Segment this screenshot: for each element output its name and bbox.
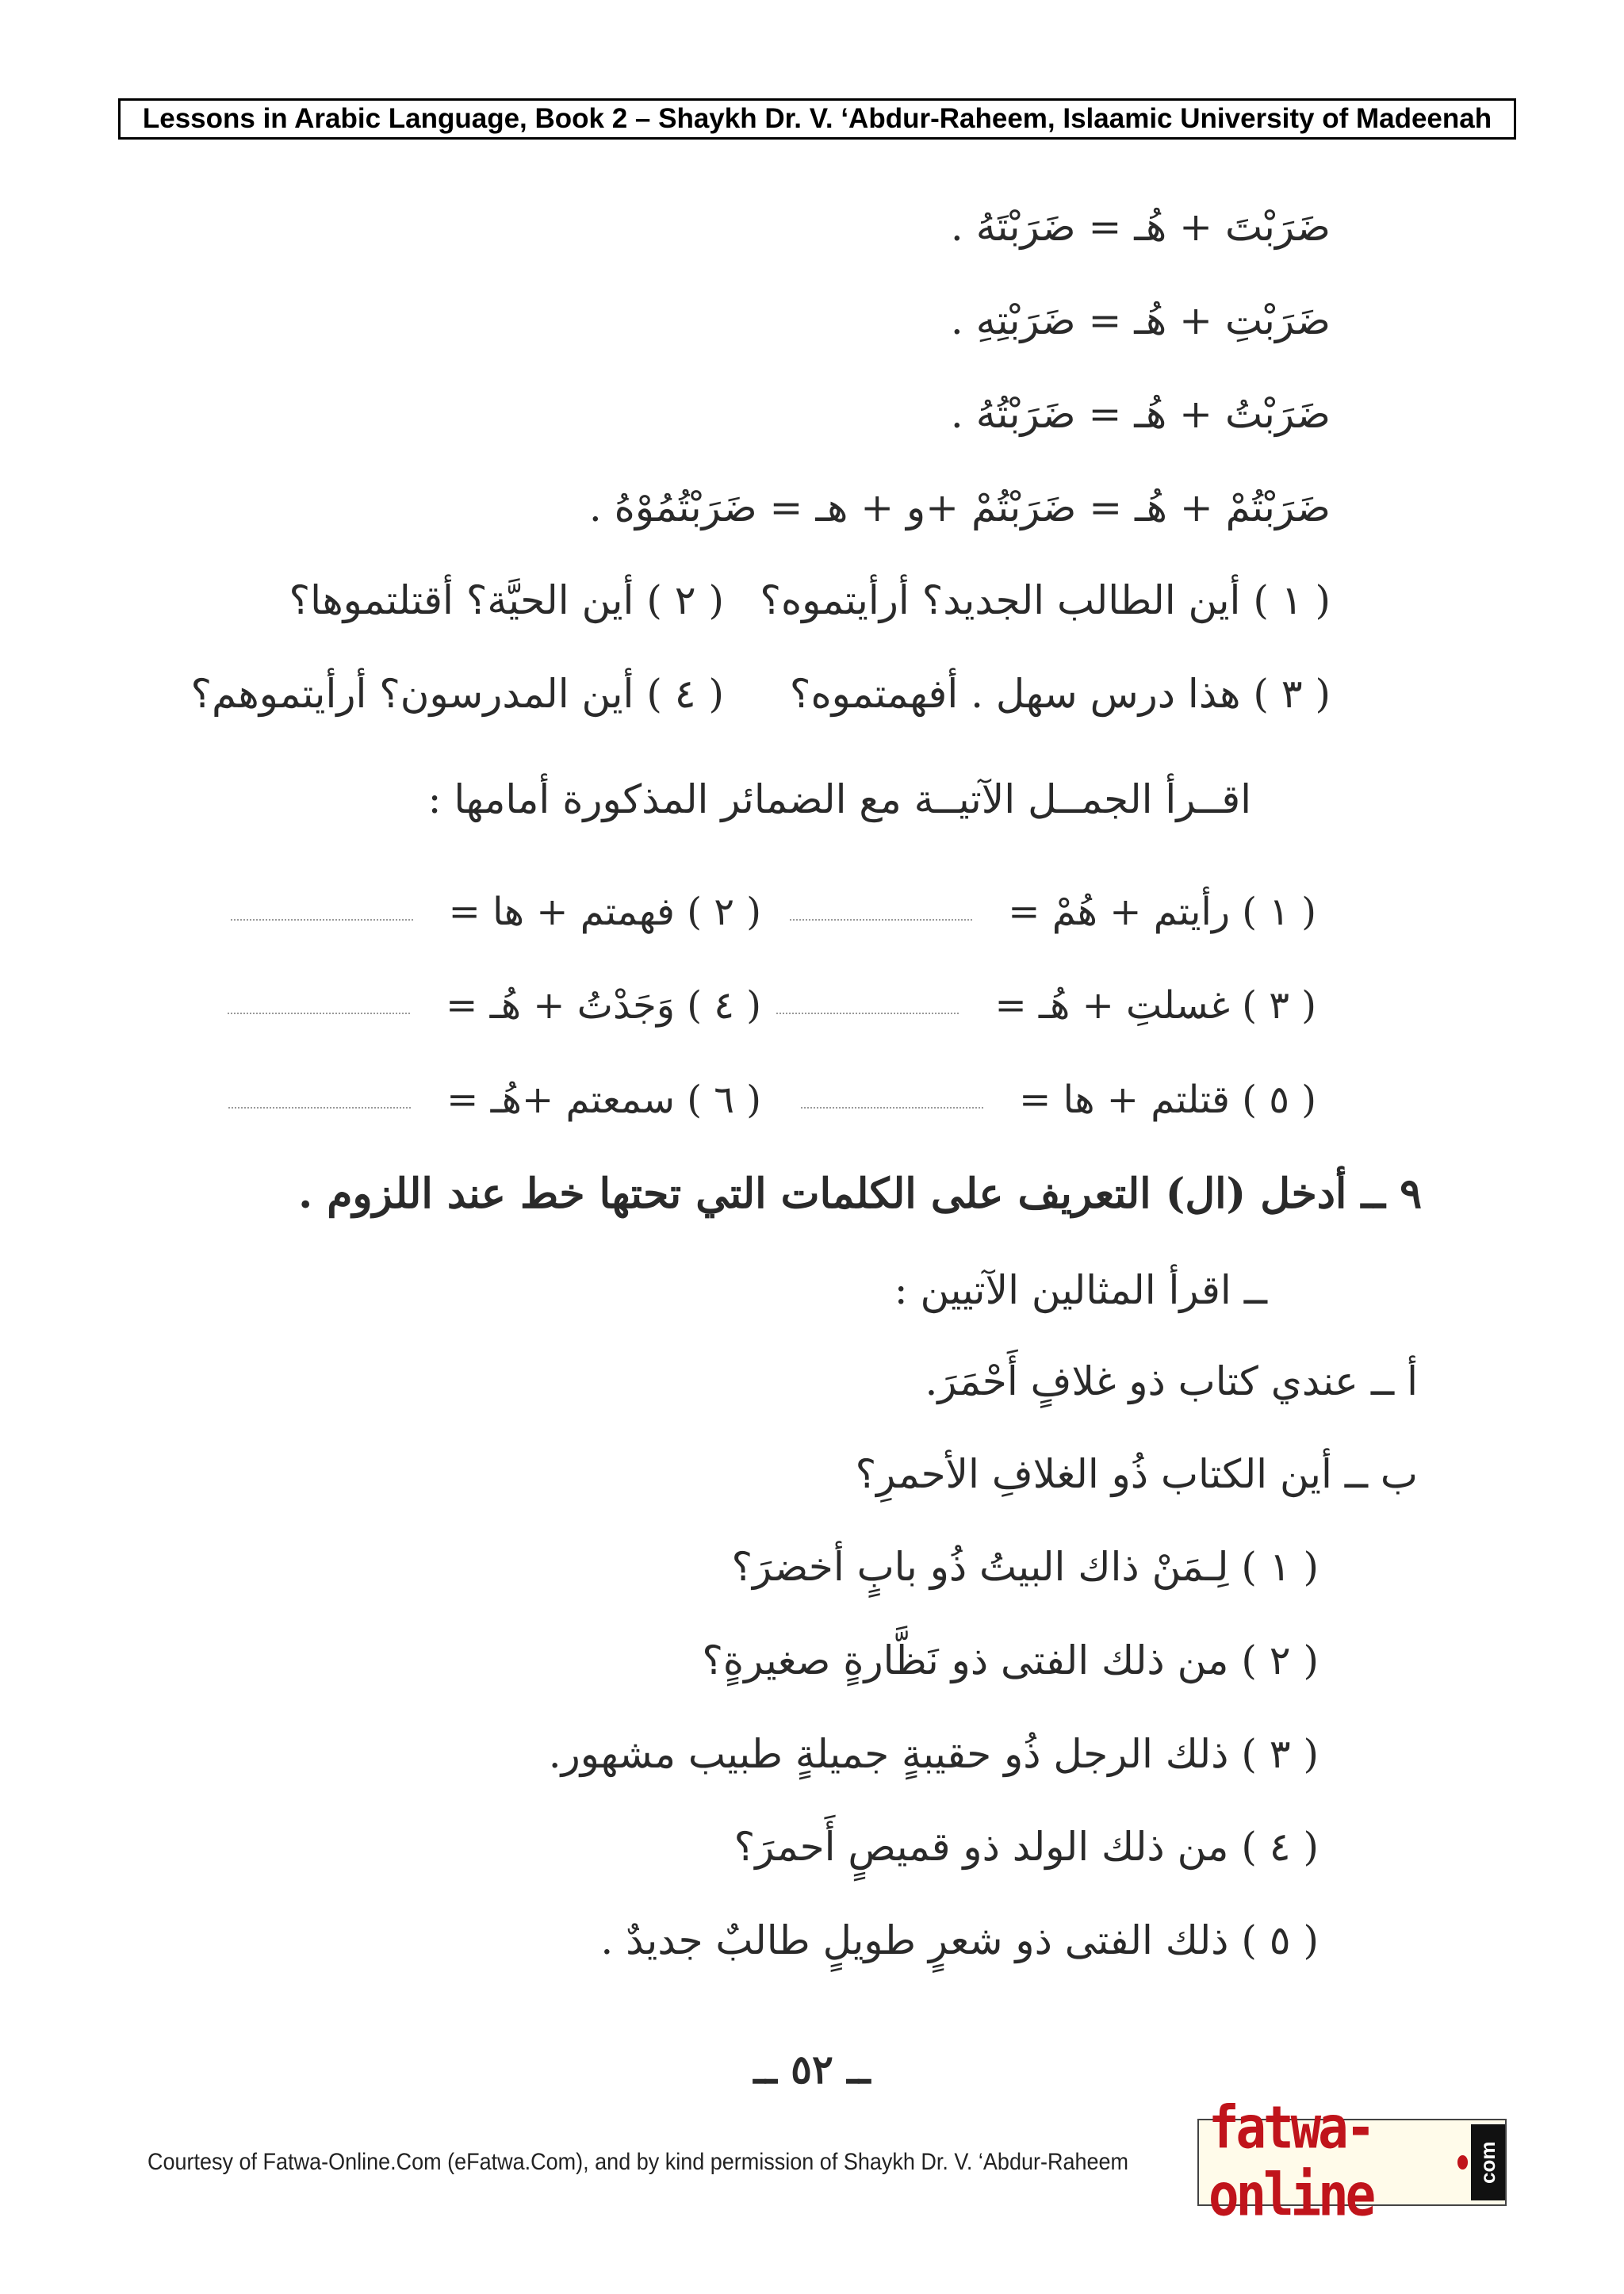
footer-credit: Courtesy of Fatwa-Online.Com (eFatwa.Com), and by kind permission of Shaykh Dr. V. ‘Abdur-Raheem <box>147 2149 1129 2175</box>
exercise-row <box>206 978 1316 1033</box>
exercise-cell <box>761 884 1316 940</box>
question-item: ( ٢ ) أين الحيَّة؟ أقتلتموها؟ <box>289 577 724 623</box>
section-9-item: ( ٣ ) ذلك الرجل ذُو حقيبةٍ جميلةٍ طبيب مشهور. <box>548 1731 1319 1777</box>
section-9-item: ( ٢ ) من ذلك الفتى ذو نَظَّارةٍ صغيرةٍ؟ <box>702 1637 1319 1683</box>
fatwa-online-logo[interactable] <box>1197 2094 1507 2231</box>
question-item: ( ٤ ) أين المدرسون؟ أرأيتموهم؟ <box>190 671 724 717</box>
section-9-item: ( ٥ ) ذلك الفتى ذو شعرٍ طويلٍ طالبٌ جديدٌ . <box>600 1917 1319 1963</box>
exercise-row <box>206 884 1316 940</box>
example-line: ضَرَبْتِ + هُـ = ضَرَبْتِهِ . <box>950 297 1331 343</box>
exercise-cell <box>761 978 1316 1033</box>
answer-blank[interactable] <box>231 919 413 921</box>
example-a: أ ــ عندي كتاب ذو غلافٍ أَحْمَرَ. <box>925 1358 1418 1404</box>
logo-com: com <box>1471 2124 1505 2200</box>
section-9-title: ٩ ــ أدخل (ال) التعريف على الكلمات التي تحتها خط عند اللزوم . <box>298 1170 1422 1218</box>
read-examples-label: ــ اقرأ المثالين الآتيين : <box>894 1267 1267 1313</box>
exercise-cell <box>206 978 761 1033</box>
example-line: ضَرَبْتُمْ + هُـ = ضَرَبْتُمْ +و + هـ = ضَرَبْتُمُوْهُ . <box>588 484 1331 530</box>
answer-blank[interactable] <box>801 1107 983 1109</box>
exercise-text: ( ٢ ) فهمتم + ها = <box>448 890 761 934</box>
logo-dot-icon <box>1457 2155 1468 2170</box>
question-item: ( ١ ) أين الطالب الجديد؟ أرأيتموه؟ <box>760 577 1331 623</box>
example-line: ضَرَبْتَ + هُـ = ضَرَبْتَهُ . <box>950 204 1331 250</box>
example-b: ب ــ أين الكتاب ذُو الغلافِ الأحمرِ؟ <box>855 1451 1418 1497</box>
answer-blank[interactable] <box>790 919 972 921</box>
page-header: Lessons in Arabic Language, Book 2 – Shaykh Dr. V. ‘Abdur-Raheem, Islaamic University of Madeenah <box>118 98 1516 140</box>
section-9-item: ( ٤ ) من ذلك الولد ذو قميصٍ أَحمرَ؟ <box>733 1824 1319 1870</box>
example-line: ضَرَبْتُ + هُـ = ضَرَبْتُهُ . <box>950 391 1331 437</box>
answer-blank[interactable] <box>776 1013 959 1014</box>
exercise-text: ( ٣ ) غسلتِ + هُـ = <box>994 983 1316 1028</box>
answer-blank[interactable] <box>228 1107 411 1109</box>
page-number: ــ ٥٢ ــ <box>753 2046 871 2093</box>
exercise-cell <box>761 1072 1316 1128</box>
exercise-cell <box>206 1072 761 1128</box>
exercise-text: ( ٦ ) سمعتم +هُـ = <box>446 1078 761 1122</box>
section-9-item: ( ١ ) لِـمَنْ ذاك البيتُ ذُو بابٍ أخضرَ؟ <box>731 1544 1319 1590</box>
answer-blank[interactable] <box>228 1013 410 1014</box>
instruction: اقــرأ الجمــل الآتيــة مع الضمائر المذكورة أمامها : <box>427 776 1251 822</box>
exercise-cell <box>206 884 761 940</box>
exercise-text: ( ٤ ) وَجَدْتُ + هُـ = <box>446 983 761 1028</box>
exercise-row <box>206 1072 1316 1128</box>
question-item: ( ٣ ) هذا درس سهل . أفهمتموه؟ <box>789 671 1331 717</box>
logo-wordmark: fatwa-online <box>1208 2094 1373 2231</box>
exercise-text: ( ٥ ) قتلتم + ها = <box>1019 1078 1316 1122</box>
exercise-text: ( ١ ) رأيتم + هُمْ = <box>1008 890 1316 934</box>
